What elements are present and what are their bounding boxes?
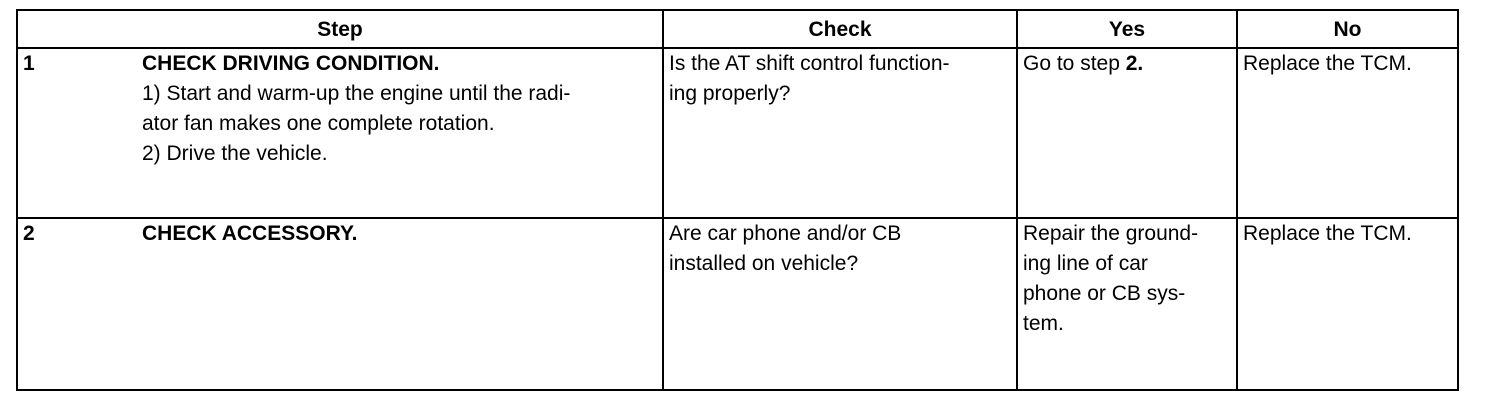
check-cell bbox=[663, 48, 1017, 218]
step-instruction: 1) Start and warm-up the engine until the radi- bbox=[142, 82, 571, 105]
step-title: CHECK DRIVING CONDITION. bbox=[142, 52, 440, 75]
step-cell bbox=[17, 48, 663, 218]
step-body bbox=[142, 219, 662, 249]
table-row bbox=[17, 48, 1458, 218]
check-text: ing properly? bbox=[669, 82, 791, 105]
no-text: Replace the TCM. bbox=[1243, 222, 1412, 245]
step-cell bbox=[17, 218, 663, 390]
table-header-row bbox=[17, 10, 1458, 48]
step-body bbox=[142, 49, 662, 169]
yes-text bbox=[1018, 49, 1236, 79]
yes-text: ing line of car bbox=[1023, 252, 1148, 275]
step-number: 2 bbox=[23, 222, 35, 245]
check-text: Is the AT shift control function- bbox=[669, 52, 950, 75]
yes-text: Repair the ground- bbox=[1023, 222, 1199, 245]
check-text: installed on vehicle? bbox=[669, 252, 859, 275]
header-step: Step bbox=[17, 10, 663, 48]
header-no: No bbox=[1237, 10, 1458, 48]
step-number: 1 bbox=[23, 52, 35, 75]
yes-cell bbox=[1017, 218, 1237, 390]
yes-step-ref: 2. bbox=[1125, 52, 1144, 75]
table-row bbox=[17, 218, 1458, 390]
check-cell bbox=[663, 218, 1017, 390]
no-text: Replace the TCM. bbox=[1243, 52, 1412, 75]
diagnostic-table bbox=[16, 9, 1459, 391]
check-text: Are car phone and/or CB bbox=[669, 222, 902, 245]
yes-text: phone or CB sys- bbox=[1023, 282, 1186, 305]
yes-prefix: Go to step bbox=[1023, 52, 1126, 75]
header-yes: Yes bbox=[1017, 10, 1237, 48]
yes-cell bbox=[1017, 48, 1237, 218]
no-cell bbox=[1237, 218, 1458, 390]
step-instruction: ator fan makes one complete rotation. bbox=[142, 112, 495, 135]
step-instruction: 2) Drive the vehicle. bbox=[142, 142, 328, 165]
step-title: CHECK ACCESSORY. bbox=[142, 222, 358, 245]
header-check: Check bbox=[663, 10, 1017, 48]
no-cell bbox=[1237, 48, 1458, 218]
yes-text: tem. bbox=[1023, 312, 1064, 335]
